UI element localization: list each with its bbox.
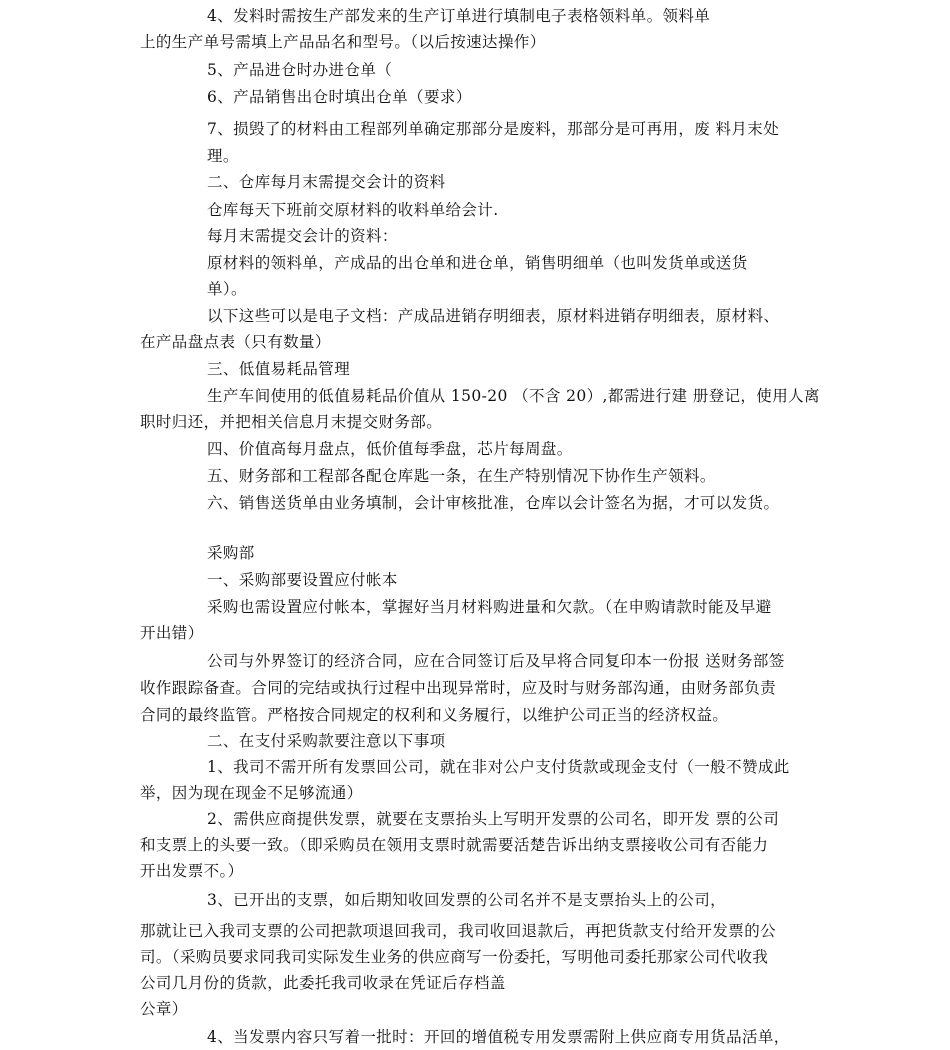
text-line: 职时归还，并把相关信息月末提交财务部。 (140, 413, 443, 431)
text-line: 生产车间使用的低值易耗品价值从 150-20 （不含 20）,都需进行建 册登记，使用人离 (207, 387, 820, 405)
text-line: 理。 (207, 147, 239, 165)
text-line: 上的生产单号需填上产品品名和型号。（以后按速达操作） (140, 33, 546, 51)
text-line: 采购也需设置应付帐本，掌握好当月材料购进量和欠款。（在申购请款时能及早避 (207, 598, 772, 616)
text-line: 收作跟踪备查。合同的完结或执行过程中出现异常时，应及时与财务部沟通，由财务部负责 (140, 679, 777, 697)
section-heading: 六、销售送货单由业务填制，会计审核批准，仓库以会计签名为据，才可以发货。 (207, 494, 780, 512)
text-line: 2、需供应商提供发票，就要在支票抬头上写明开发票的公司名，即开发 票的公司 (207, 810, 780, 828)
section-heading: 二、仓库每月末需提交会计的资料 (207, 173, 446, 191)
text-line: 5、产品进仓时办进仓单（ (207, 61, 393, 79)
text-line: 7、损毁了的材料由工程部列单确定那部分是废料，那部分是可再用，废 料月末处 (207, 120, 780, 138)
text-line: 开出发票不。） (140, 862, 244, 880)
text-line: 开出错） (140, 624, 204, 642)
section-heading: 五、财务部和工程部各配仓库匙一条，在生产特别情况下协作生产领料。 (207, 467, 716, 485)
section-heading: 四、价值高每月盘点，低价值每季盘，芯片每周盘。 (207, 440, 573, 458)
text-line: 公司几月份的货款，此委托我司收录在凭证后存档盖 (140, 974, 506, 992)
text-line: 以下这些可以是电子文档：产成品进销存明细表，原材料进销存明细表，原材料、 (207, 307, 780, 325)
text-line: 举，因为现在现金不足够流通） (140, 784, 363, 802)
section-heading: 三、低值易耗品管理 (207, 360, 351, 378)
text-line: 在产品盘点表（只有数量） (140, 333, 331, 351)
text-line: 4、当发票内容只写着一批时：开回的增值税专用发票需附上供应商专用货品活单， (207, 1028, 790, 1046)
text-line: 司。（采购员要求同我司实际发生业务的供应商写一份委托，写明他司委托那家公司代收我 (140, 948, 769, 966)
text-line: 原材料的领料单，产成品的出仓单和进仓单，销售明细单（也叫发货单或送货 (207, 254, 748, 272)
text-line: 合同的最终监管。严格按合同规定的权利和义务履行，以维护公司正当的经济权益。 (140, 706, 729, 724)
text-line: 1、我司不需开所有发票回公司，就在非对公户支付货款或现金支付（一般不赞成此 (207, 758, 790, 776)
text-line: 那就让已入我司支票的公司把款项退回我司，我司收回退款后，再把货款支付给开发票的公 (140, 922, 777, 940)
text-line: 每月末需提交会计的资料： (207, 227, 398, 245)
department-title: 采购部 (207, 544, 255, 562)
text-line: 6、产品销售出仓时填出仓单（要求） (207, 88, 472, 106)
section-heading: 一、采购部要设置应付帐本 (207, 571, 398, 589)
text-line: 单）。 (207, 280, 247, 298)
section-heading: 二、在支付采购款要注意以下事项 (207, 732, 446, 750)
text-line: 仓库每天下班前交原材料的收料单给会计. (207, 201, 499, 219)
text-line: 公章） (140, 1000, 188, 1018)
text-line: 4、发料时需按生产部发来的生产订单进行填制电子表格领料单。领料单 (207, 7, 711, 25)
text-line: 3、已开出的支票，如后期知收回发票的公司名并不是支票抬头上的公司， (207, 891, 727, 909)
text-line: 和支票上的头要一致。（即采购员在领用支票时就需要活楚告诉出纳支票接收公司有否能力 (140, 836, 769, 854)
text-line: 公司与外界签订的经济合同，应在合同签订后及早将合同复印本一份报 送财务部签 (207, 652, 785, 670)
